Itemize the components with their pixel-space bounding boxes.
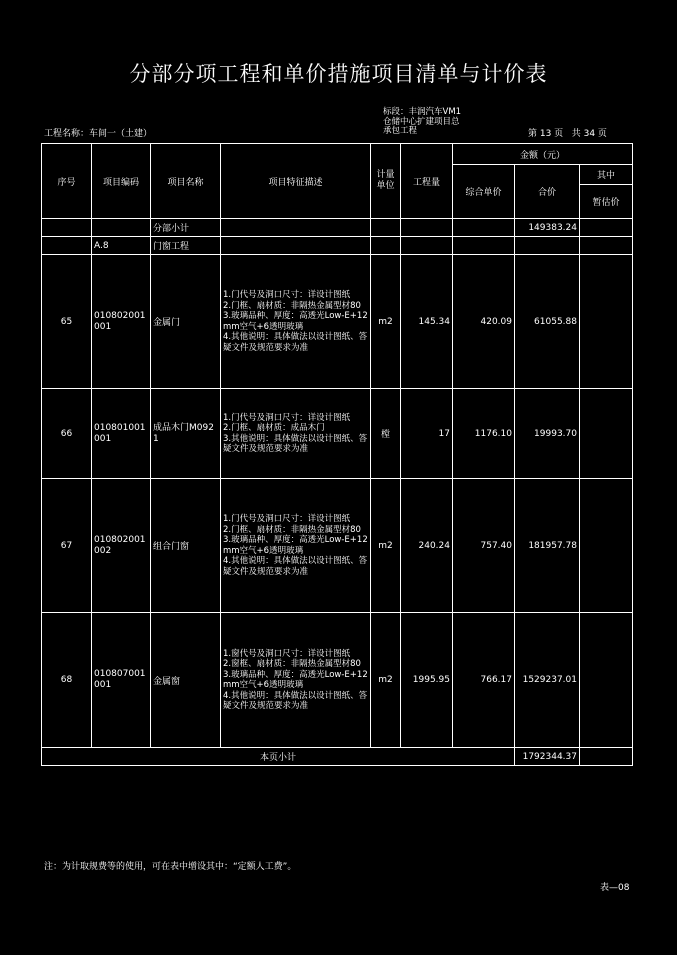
section-code: A.8 [92,237,151,255]
section-line-3: 承包工程 [383,126,418,136]
row-provisional [580,389,633,479]
row-unit: m2 [371,479,401,613]
header-unit-price: 综合单价 [453,165,515,219]
row-name: 金属窗 [151,613,221,748]
header-seq: 序号 [42,144,92,219]
row-code: 010807001001 [92,613,151,748]
footnote: 注：为计取规费等的使用，可在表中增设其中：“定额人工费”。 [44,862,297,872]
row-name: 组合门窗 [151,479,221,613]
page-title: 分部分项工程和单价措施项目清单与计价表 [129,62,548,86]
row-feature: 1.门代号及洞口尺寸：详设计图纸 2.门框、扇材质：非隔热金属型材80 3.玻璃品种、厚度：高透光Low-E+12mm空气+6透明玻璃 4.其他说明：具体做法以设计图纸、答疑文件及规范要求为准 [221,255,371,389]
subtotal-label: 分部小计 [151,219,221,237]
row-seq: 66 [42,389,92,479]
section-line-2: 仓储中心扩建项目总 [383,116,460,127]
table-row [42,255,633,389]
row-unit-price: 1176.10 [453,389,515,479]
pricing-table [41,143,633,766]
form-code: 表—08 [600,883,630,893]
page-total-value: 1792344.37 [515,748,580,766]
header-feature: 项目特征描述 [221,144,371,219]
row-unit-price: 420.09 [453,255,515,389]
header-unit: 计量单位 [371,144,401,219]
header-code: 项目编码 [92,144,151,219]
row-qty: 240.24 [401,479,453,613]
row-provisional [580,479,633,613]
table-row [42,479,633,613]
row-unit: m2 [371,613,401,748]
header-name: 项目名称 [151,144,221,219]
row-code: 010801001001 [92,389,151,479]
section-name: 门窗工程 [151,237,221,255]
row-feature: 1.门代号及洞口尺寸：详设计图纸 2.门框、扇材质：非隔热金属型材80 3.玻璃品种、厚度：高透光Low-E+12mm空气+6透明玻璃 4.其他说明：具体做法以设计图纸、答疑文件及规范要求为准 [221,479,371,613]
row-total: 61055.88 [515,255,580,389]
row-unit-price: 766.17 [453,613,515,748]
header-total: 合价 [515,165,580,219]
table-row [42,389,633,479]
subtotal-total: 149383.24 [515,219,580,237]
table-row [42,613,633,748]
row-unit: m2 [371,255,401,389]
subtotal-row [42,219,633,237]
row-provisional [580,613,633,748]
page-total-label: 本页小计 [42,748,515,766]
row-qty: 17 [401,389,453,479]
row-total: 1529237.01 [515,613,580,748]
row-qty: 145.34 [401,255,453,389]
row-total: 181957.78 [515,479,580,613]
row-code: 010802001001 [92,255,151,389]
row-qty: 1995.95 [401,613,453,748]
project-name: 工程名称：车间一（土建） [44,129,153,139]
row-unit: 樘 [371,389,401,479]
row-provisional [580,255,633,389]
row-total: 19993.70 [515,389,580,479]
row-seq: 68 [42,613,92,748]
header-of-which: 其中 [580,165,633,185]
header-amount: 金额（元） [453,144,633,165]
header-provisional: 暂估价 [580,185,633,219]
section-info [383,108,461,137]
row-seq: 65 [42,255,92,389]
row-feature: 1.门代号及洞口尺寸：详设计图纸 2.门框、扇材质：成品木门 3.其他说明：具体做法以设计图纸、答疑文件及规范要求为准 [221,389,371,479]
row-name: 金属门 [151,255,221,389]
row-unit-price: 757.40 [453,479,515,613]
row-seq: 67 [42,479,92,613]
row-feature: 1.窗代号及洞口尺寸：详设计图纸 2.窗框、扇材质：非隔热金属型材80 3.玻璃品种、厚度：高透光Low-E+12mm空气+6透明玻璃 4.其他说明：具体做法以设计图纸、答疑文件及规范要求为准 [221,613,371,748]
page-total-row [42,748,633,766]
page-number: 第 13 页 共 34 页 [528,129,607,139]
section-row [42,237,633,255]
header-qty: 工程量 [401,144,453,219]
section-line-1: 标段：丰润汽车VM1 [383,107,462,117]
row-code: 010802001002 [92,479,151,613]
row-name: 成品木门M0921 [151,389,221,479]
